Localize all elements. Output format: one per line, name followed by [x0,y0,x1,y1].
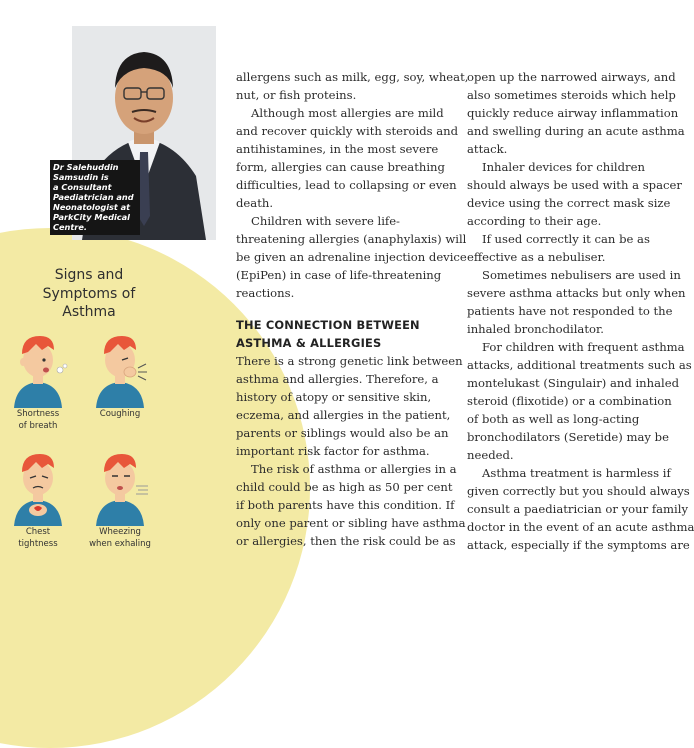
paragraph [236,68,469,104]
text-line: important risk factor for asthma. [236,444,430,458]
symptom-coughing [80,330,160,420]
text-line: form, allergies can cause breathing [236,160,445,174]
text-line: There is a strong genetic link between [236,354,463,368]
paragraph [467,230,667,266]
text-line: montelukast (Singulair) and inhaled [467,376,680,390]
title-line: Asthma [62,304,116,320]
text-line: If used correctly it can be as [482,232,650,246]
text-line: only one parent or sibling have asthma [236,516,466,530]
text-line: death. [236,196,274,210]
text-line: Although most allergies are mild [251,106,444,120]
paragraph [467,266,686,338]
title-line: Symptoms of [42,285,136,302]
caption-line: Neonatologist at [53,202,131,212]
symptom-label [0,408,78,432]
text-line: attacks, additional treatments such as [467,358,692,372]
label-line: Coughing [99,409,141,419]
text-line: and swelling during an acute asthma [467,124,685,138]
caption-line: Paediatrician and [53,192,134,202]
text-line: difficulties, lead to collapsing or even [236,178,457,192]
text-line: should always be used with a spacer [467,178,682,192]
text-line: For children with frequent asthma [482,340,685,354]
text-line: consult a paediatrician or your family [467,502,689,516]
text-line: also sometimes steroids which help [467,88,676,102]
text-line: and recover quickly with steroids and [236,124,459,138]
label-line: of breath [18,421,58,431]
infographic-title [14,266,164,322]
breathless-boy-icon [8,330,68,408]
text-line: Asthma treatment is harmless if [482,466,671,480]
label-line: Shortness [16,409,60,419]
text-line: (EpiPen) in case of life-threatening [236,268,442,282]
text-line: needed. [467,448,514,462]
text-line: according to their age. [467,214,602,228]
title-line: Signs and [54,267,124,283]
text-line: if both parents have this condition. If [236,498,455,512]
paragraph [236,104,459,212]
text-line: doctor in the event of an acute asthma [467,520,694,534]
caption-line: ParkCity Medical [53,212,130,222]
paragraph [236,460,466,550]
text-line: be given an adrenaline injection device [236,250,467,264]
caption-line: Centre. [53,222,88,232]
text-line: The risk of asthma or allergies in a [251,462,457,476]
text-line: history of atopy or sensitive skin, [236,390,432,404]
chest-tightness-boy-icon [8,446,68,526]
symptom-chest-tightness [0,446,78,550]
text-line: threatening allergies (anaphylaxis) will [236,232,467,246]
text-line: nut, or fish proteins. [236,88,357,102]
symptom-wheezing [80,446,160,550]
text-line: bronchodilators (Seretide) may be [467,430,669,444]
text-line: parents or siblings would also be an [236,426,449,440]
paragraph [467,68,685,158]
symptom-label [80,408,160,420]
caption-line: Samsudin is [53,172,109,182]
text-line: given correctly but you should always [467,484,690,498]
paragraph [467,464,694,554]
text-line: asthma and allergies. Therefore, a [236,372,439,386]
text-line: effective as a nebuliser. [467,250,606,264]
paragraph [467,338,692,464]
symptom-label [80,526,160,550]
photo-caption [50,160,140,235]
text-line: quickly reduce airway inflammation [467,106,679,120]
text-line: severe asthma attacks but only when [467,286,686,300]
label-line: Wheezing [99,527,141,537]
text-line: of both as well as long-acting [467,412,640,426]
text-line: Children with severe life- [251,214,400,228]
paragraph [236,352,463,460]
text-line: reactions. [236,286,295,300]
text-line: attack, especially if the symptoms are [467,538,690,552]
text-line: antihistamines, in the most severe [236,142,439,156]
label-line: when exhaling [89,539,151,549]
text-line: or allergies, then the risk could be as [236,534,456,548]
text-line: Inhaler devices for children [482,160,645,174]
article-column-middle [236,68,469,550]
article-column-right [467,68,694,554]
text-line: steroid (flixotide) or a combination [467,394,672,408]
paragraph [467,158,682,230]
section-heading [236,316,448,352]
caption-line: a Consultant [53,182,112,192]
text-line: allergens such as milk, egg, soy, wheat, [236,70,469,84]
coughing-boy-icon [90,330,150,408]
text-line: child could be as high as 50 per cent [236,480,453,494]
symptom-shortness-of-breath [0,330,78,432]
label-line: Chest [25,527,51,537]
text-line: open up the narrowed airways, and [467,70,676,84]
text-line: device using the correct mask size [467,196,671,210]
text-line: inhaled bronchodilator. [467,322,604,336]
text-line: Sometimes nebulisers are used in [482,268,681,282]
caption-line: Dr Salehuddin [53,162,119,172]
text-line: eczema, and allergies in the patient, [236,408,451,422]
wheezing-boy-icon [90,446,150,526]
paragraph [236,212,467,302]
label-line: tightness [18,539,58,549]
text-line: attack. [467,142,508,156]
heading-line: ASTHMA & ALLERGIES [236,336,382,350]
text-line: patients have not responded to the [467,304,673,318]
heading-line: THE CONNECTION BETWEEN [236,318,420,332]
symptom-label [0,526,78,550]
